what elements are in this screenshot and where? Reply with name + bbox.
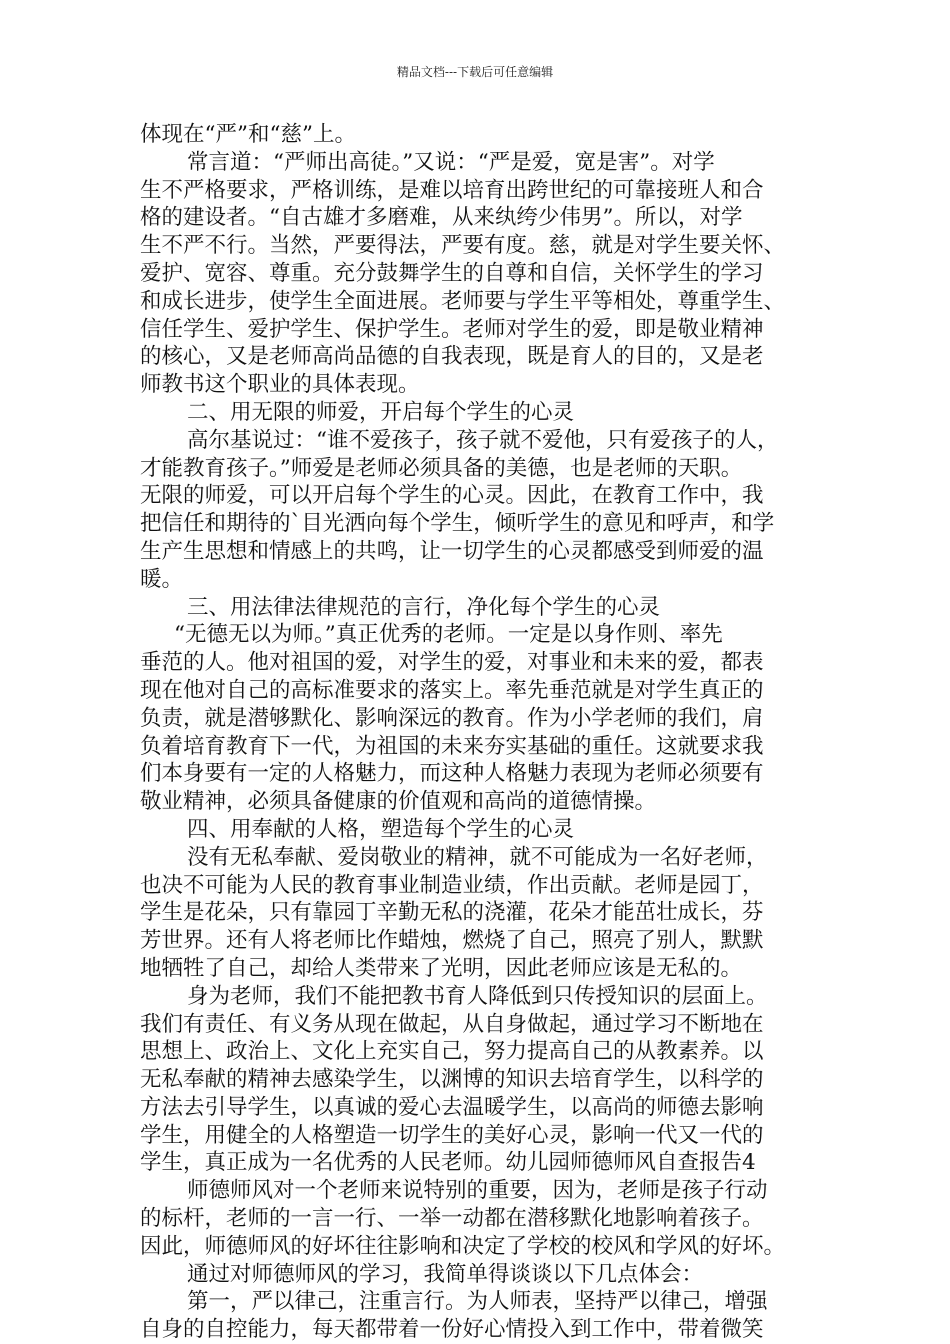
text-line: 自身的自控能力，每天都带着一份好心情投入到工作中，带着微笑 bbox=[140, 1317, 764, 1343]
text-line: 敬业精神，必须具备健康的价值观和高尚的道德情操。 bbox=[140, 789, 657, 815]
text-line: 格的建设者。“自古雄才多磨难，从来纨绔少伟男”。所以，对学 bbox=[140, 205, 743, 231]
text-line: 负着培育教育下一代，为祖国的未来夯实基础的重任。这就要求我 bbox=[140, 733, 764, 759]
text-line: 们本身要有一定的人格魅力，而这种人格魅力表现为老师必须要有 bbox=[140, 761, 764, 787]
text-line: 身为老师，我们不能把教书育人降低到只传授知识的层面上。 bbox=[187, 983, 768, 1009]
text-line: 师德师风对一个老师来说特别的重要，因为，老师是孩子行动 bbox=[187, 1178, 768, 1204]
text-line: 体现在“严”和“慈”上。 bbox=[140, 122, 356, 147]
text-line: 爱护、宽容、尊重。充分鼓舞学生的自尊和自信，关怀学生的学习 bbox=[140, 260, 764, 286]
text-line: 没有无私奉献、爱岗敬业的精神，就不可能成为一名好老师， bbox=[187, 844, 768, 870]
text-line: 无限的师爱，可以开启每个学生的心灵。因此，在教育工作中，我 bbox=[140, 483, 764, 509]
text-line: 四、用奉献的人格，塑造每个学生的心灵 bbox=[187, 816, 575, 842]
text-line: 学生，用健全的人格塑造一切学生的美好心灵，影响一代又一代的 bbox=[140, 1122, 764, 1148]
text-line: 负责，就是潜够默化、影响深远的教育。作为小学老师的我们，肩 bbox=[140, 705, 764, 731]
text-line: 生不严格要求，严格训练，是难以培育出跨世纪的可靠接班人和合 bbox=[140, 177, 764, 203]
text-line: 现在他对自己的高标准要求的落实上。率先垂范就是对学生真正的 bbox=[140, 677, 764, 703]
text-line: 常言道：“严师出高徒。”又说：“严是爱，宽是害”。对学 bbox=[187, 149, 715, 175]
text-line: 通过对师德师风的学习，我简单得谈谈以下几点体会： bbox=[187, 1261, 704, 1287]
text-line: 垂范的人。他对祖国的爱，对学生的爱，对事业和未来的爱，都表 bbox=[140, 650, 764, 676]
text-line: 思想上、政治上、文化上充实自己，努力提高自己的从教素养。以 bbox=[140, 1039, 764, 1065]
text-line: 第一，严以律己，注重言行。为人师表，坚持严以律己，增强 bbox=[187, 1289, 768, 1315]
text-line: “无德无以为师。”真正优秀的老师。一定是以身作则、率先 bbox=[174, 622, 723, 648]
text-line: 学生，真正成为一名优秀的人民老师。幼儿园师德师风自查报告4 bbox=[140, 1150, 756, 1176]
text-line: 学生是花朵，只有靠园丁辛勤无私的浇灌，花朵才能茁壮成长，芬 bbox=[140, 900, 764, 926]
text-line: 把信任和期待的`目光洒向每个学生，倾听学生的意见和呼声，和学 bbox=[140, 511, 775, 537]
text-line: 二、用无限的师爱，开启每个学生的心灵 bbox=[187, 399, 575, 425]
text-line: 师教书这个职业的具体表现。 bbox=[140, 372, 420, 398]
text-line: 方法去引导学生，以真诚的爱心去温暖学生，以高尚的师德去影响 bbox=[140, 1094, 764, 1120]
text-line: 我们有责任、有义务从现在做起，从自身做起，通过学习不断地在 bbox=[140, 1011, 764, 1037]
text-line: 生产生思想和情感上的共鸣，让一切学生的心灵都感受到师爱的温 bbox=[140, 538, 764, 564]
text-line: 的标杆，老师的一言一行、一举一动都在潜移默化地影响着孩子。 bbox=[140, 1206, 764, 1232]
page-header: 精品文档---下载后可任意编辑 bbox=[396, 65, 554, 79]
text-line: 芳世界。还有人将老师比作蜡烛，燃烧了自己，照亮了别人，默默 bbox=[140, 928, 764, 954]
text-line: 暖。 bbox=[140, 566, 184, 592]
text-line: 信任学生、爱护学生、保护学生。老师对学生的爱，即是敬业精神 bbox=[140, 316, 764, 342]
text-line: 地牺牲了自己，却给人类带来了光明，因此老师应该是无私的。 bbox=[140, 955, 743, 981]
text-line: 的核心，又是老师高尚品德的自我表现，既是育人的目的，又是老 bbox=[140, 344, 764, 370]
text-line: 因此，师德师风的好坏往往影响和决定了学校的校风和学风的好坏。 bbox=[140, 1233, 786, 1259]
text-line: 无私奉献的精神去感染学生，以渊博的知识去培育学生，以科学的 bbox=[140, 1067, 764, 1093]
text-line: 三、用法律法律规范的言行，净化每个学生的心灵 bbox=[187, 594, 661, 620]
text-line: 生不严不行。当然，严要得法，严要有度。慈，就是对学生要关怀、 bbox=[140, 233, 786, 259]
text-line: 和成长进步，使学生全面进展。老师要与学生平等相处，尊重学生、 bbox=[140, 288, 786, 314]
text-line: 高尔基说过：“谁不爱孩子，孩子就不爱他，只有爱孩子的人， bbox=[187, 427, 779, 453]
document-body bbox=[140, 121, 810, 1344]
text-line: 也决不可能为人民的教育事业制造业绩，作出贡献。老师是园丁， bbox=[140, 872, 764, 898]
text-line: 才能教育孩子。”师爱是老师必须具备的美德，也是老师的天职。 bbox=[140, 455, 743, 481]
